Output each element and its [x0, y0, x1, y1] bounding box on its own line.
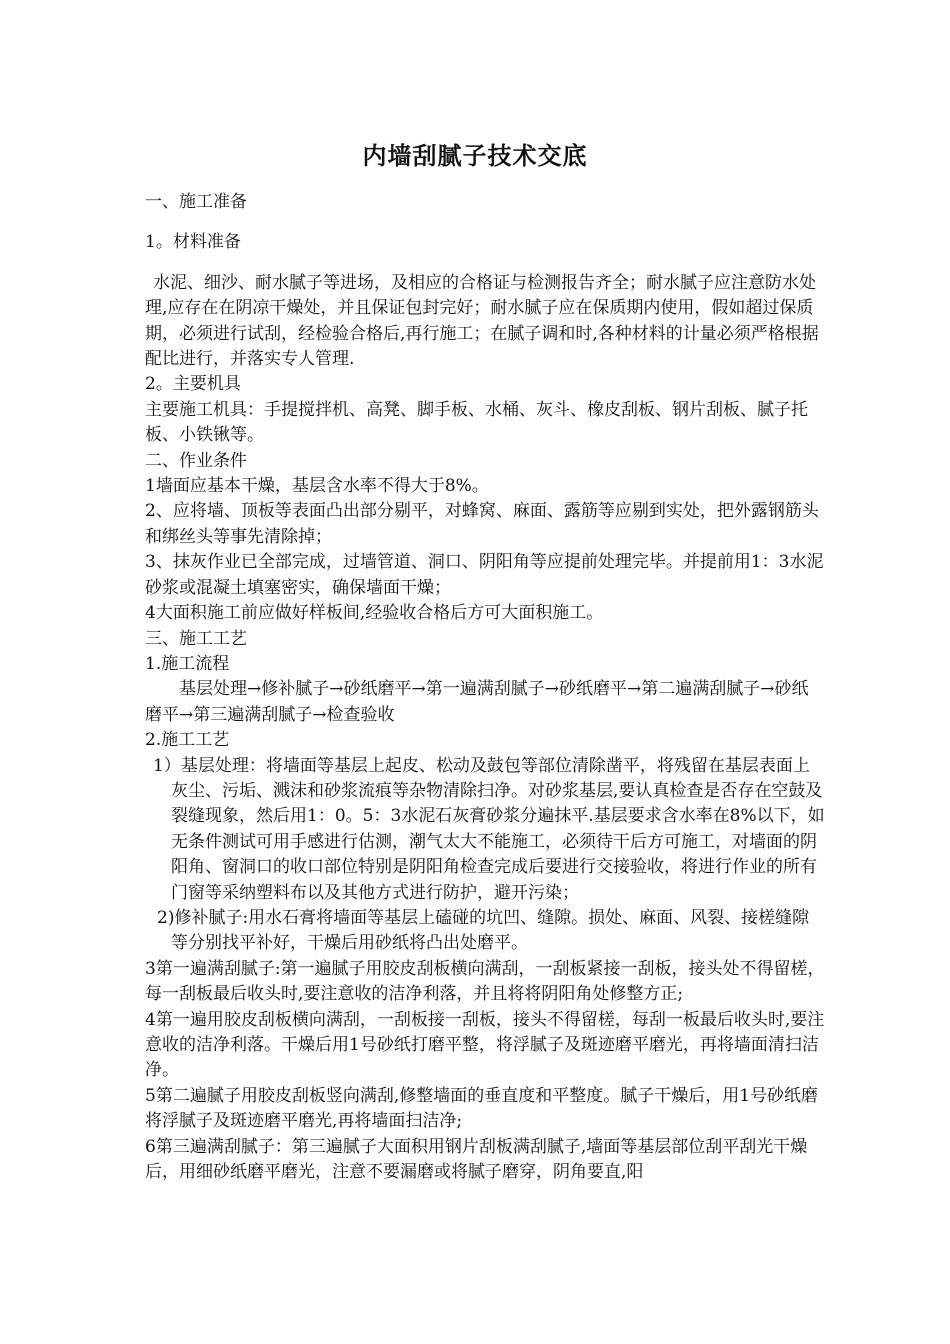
process-step: 4第一遍用胶皮刮板横向满刮，一刮板接一刮板，接头不得留槎，每刮一板最后收头时,要注意收的洁净利落。干燥后用1号砂纸打磨平整，将浮腻子及斑迹磨平磨光，再将墙面清扫洁净。	[145, 1009, 825, 1081]
section-heading-conditions: 二、作业条件	[145, 450, 247, 471]
process-step: 6第三遍满刮腻子：第三遍腻子大面积用钢片刮板满刮腻子,墙面等基层部位刮平刮光干燥后，用细砂纸磨平磨光，注意不要漏磨或将腻子磨穿，阴角要直,阳	[145, 1136, 808, 1183]
section-heading-preparation: 一、施工准备	[145, 192, 247, 212]
subheading-tools: 2。主要机具	[145, 374, 241, 395]
technique-item: 1）基层处理：将墙面等基层上起皮、松动及鼓包等部位清除凿平，将残留在基层表面上灰尘、污垢、溅沫和砂浆流痕等杂物清除扫净。对砂浆基层,要认真检查是否存在空鼓及裂缝现象，然后用1：0。5：3水泥石灰膏砂浆分遍抹平.基层要求含水率在8%以下，如无条件测试可用手感进行估测，潮气太大不能施工，必须待干后方可施工，对墙面的阴阳角、窗洞口的收口部位特别是阴阳角检查完成后要进行交接验收，将进行作业的所有门窗等采纳塑料布以及其他方式进行防护，避开污染；	[153, 755, 825, 903]
condition-item: 4大面积施工前应做好样板间,经验收合格后方可大面积施工。	[145, 603, 604, 624]
subheading-flow: 1.施工流程	[145, 653, 230, 674]
condition-item: 3、抹灰作业已全部完成，过墙管道、洞口、阴阳角等应提前处理完毕。并提前用1：3水泥砂浆或混凝土填塞密实，确保墙面干燥；	[145, 552, 824, 598]
document-title: 内墙刮腻子技术交底	[362, 142, 588, 170]
section-heading-process: 三、施工工艺	[145, 628, 247, 649]
technique-item: 2)修补腻子:用水石膏将墙面等基层上磕碰的坑凹、缝隙。损处、麻面、风裂、接槎缝隙等分别找平补好，干燥后用砂纸将凸出处磨平。	[157, 907, 810, 954]
paragraph-tools: 主要施工机具：手提搅拌机、高凳、脚手板、水桶、灰斗、橡皮刮板、钢片刮板、腻子托板、小铁锹等。	[145, 399, 808, 446]
process-step: 5第二遍腻子用胶皮刮板竖向满刮,修整墙面的垂直度和平整度。腻子干燥后，用1号砂纸磨将浮腻子及斑迹磨平磨光,再将墙面扫洁净;	[145, 1085, 819, 1132]
process-step: 3第一遍满刮腻子:第一遍腻子用胶皮刮板横向满刮，一刮板紧接一刮板，接头处不得留槎，每一刮板最后收头时,要注意收的洁净利落，并且将将阴阳角处修整方正;	[145, 958, 825, 1005]
condition-item: 2、应将墙、顶板等表面凸出部分剔平，对蜂窝、麻面、露筋等应剔到实处，把外露钢筋头和绑丝头等事先清除掉；	[145, 501, 819, 547]
document-body	[145, 190, 825, 1185]
paragraph-flow: 基层处理→修补腻子→砂纸磨平→第一遍满刮腻子→砂纸磨平→第二遍满刮腻子→砂纸磨平→第三遍满刮腻子→检查验收	[145, 679, 809, 725]
condition-item: 1墙面应基本干燥，基层含水率不得大于8%。	[145, 476, 489, 497]
paragraph-materials: 水泥、细沙、耐水腻子等进场，及相应的合格证与检测报告齐全；耐水腻子应注意防水处理,应存在在阴凉干燥处，并且保证包封完好；耐水腻子应在保质期内使用，假如超过保质期，必须进行试刮，经检验合格后,再行施工；在腻子调和时,各种材料的计量必须严格根据配比进行，并落实专人管理.	[145, 272, 819, 370]
subheading-technique: 2.施工工艺	[145, 730, 230, 751]
subheading-materials: 1。材料准备	[145, 232, 241, 253]
